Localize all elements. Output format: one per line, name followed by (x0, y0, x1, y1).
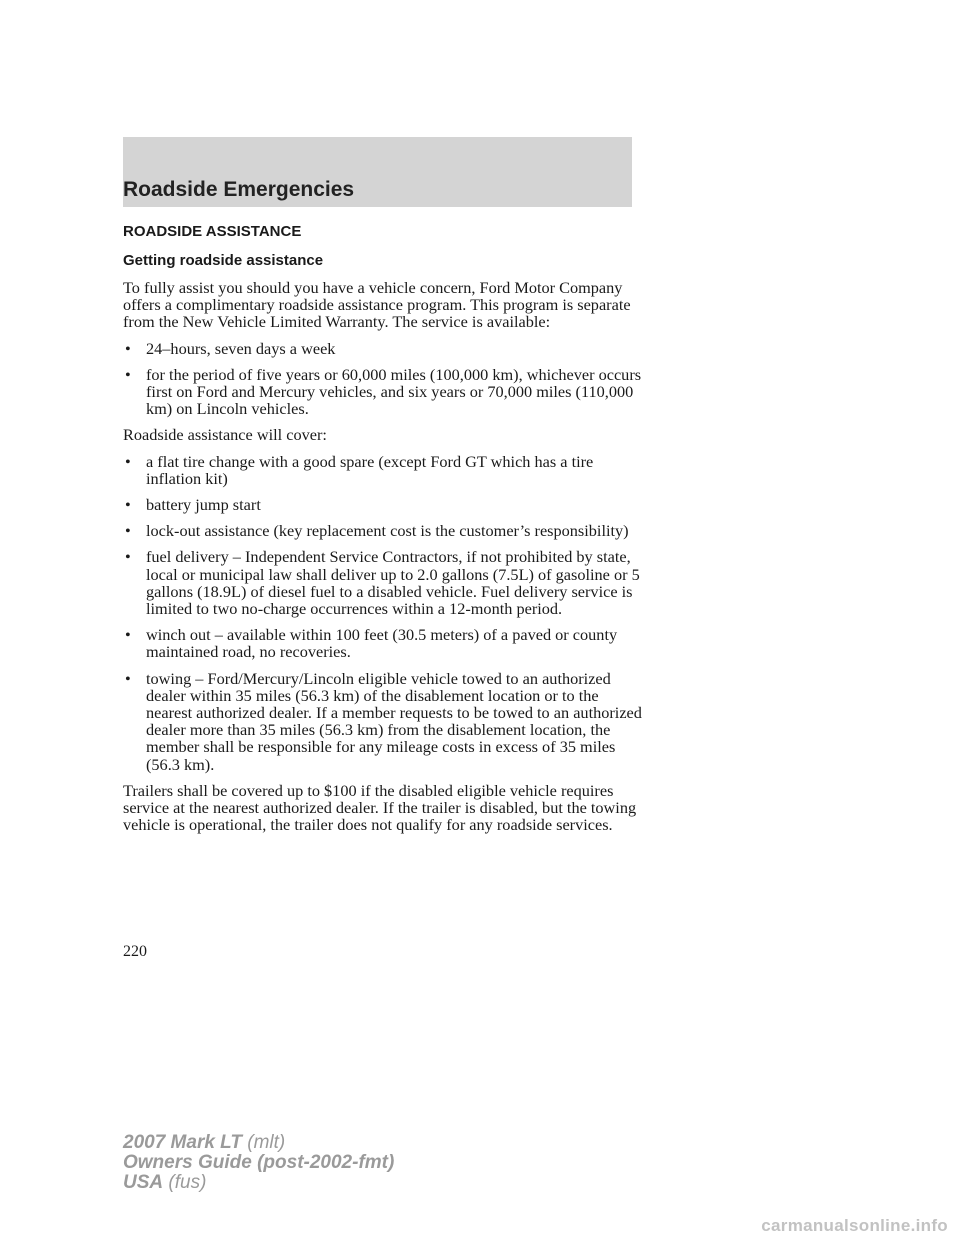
bullet-icon: • (125, 451, 131, 471)
footer-market-line (123, 1173, 394, 1193)
list-item (123, 670, 643, 773)
footer-market-code: (fus) (168, 1172, 207, 1193)
trailers-paragraph: Trailers shall be covered up to $100 if the disabled eligible vehicle requires service at the nearest authorized dealer. If the trailer is disabled, but the towing vehicle is operational, the trailer does not qualify for any roadside services. (123, 780, 637, 835)
list-item (123, 626, 643, 660)
page-content (123, 223, 643, 842)
coverage-intro: Roadside assistance will cover: (123, 425, 327, 445)
list-item-text: for the period of five years or 60,000 miles (100,000 km), whichever occurs first on Ford and Mercury vehicles, and six years or 70,000 miles (110,000 km) on Lincoln vehicles. (146, 364, 642, 419)
bullet-icon: • (125, 521, 131, 541)
list-item (123, 453, 643, 487)
site-watermark: carmanualsonline.info (761, 1216, 948, 1235)
coverage-list (123, 453, 643, 773)
list-item-text: a flat tire change with a good spare (except Ford GT which has a tire inflation kit) (146, 451, 594, 488)
footer-model-line (123, 1133, 394, 1153)
list-item-text: winch out – available within 100 feet (30.5 meters) of a paved or county maintained road, no recoveries. (146, 625, 618, 662)
section-title: Roadside Emergencies (123, 178, 355, 201)
footer-guide: Owners Guide (post-2002-fmt) (123, 1152, 395, 1173)
bullet-icon: • (125, 547, 131, 567)
bullet-icon: • (125, 668, 131, 688)
list-item (123, 496, 643, 513)
list-item (123, 522, 643, 539)
availability-list (123, 340, 643, 418)
list-item-text: 24–hours, seven days a week (146, 338, 336, 358)
list-item-text: lock-out assistance (key replacement cost is the customer’s responsibility) (146, 521, 629, 541)
bullet-icon: • (125, 625, 131, 645)
list-item-text: fuel delivery – Independent Service Contractors, if not prohibited by state, local or municipal law shall deliver up to 2.0 gallons (7.5L) of gasoline or 5 gallons (18.9L) of diesel fuel to a disabled vehicle. Fuel delivery service is limited to two no-charge occurrences within a 12-month period. (146, 547, 640, 619)
list-item (123, 340, 643, 357)
page-number: 220 (123, 943, 147, 960)
bullet-icon: • (125, 364, 131, 384)
bullet-icon: • (125, 495, 131, 515)
list-item-text: battery jump start (146, 495, 261, 515)
main-heading: ROADSIDE ASSISTANCE (123, 223, 302, 240)
footer-model: 2007 Mark LT (123, 1132, 242, 1153)
list-item-text: towing – Ford/Mercury/Lincoln eligible vehicle towed to an authorized dealer within 35 miles (56.3 km) of the disablement location or to the nearest authorized dealer. If a member requests to be towed to an authorized dealer more than 35 miles (56.3 km) from the disablement location, the member shall be responsible for any mileage costs in excess of 35 miles (56.3 km). (146, 668, 642, 774)
footer-model-code: (mlt) (247, 1132, 286, 1153)
list-item (123, 548, 643, 617)
sub-heading: Getting roadside assistance (123, 252, 324, 269)
footer-market: USA (123, 1172, 164, 1193)
bullet-icon: • (125, 338, 131, 358)
list-item (123, 366, 643, 418)
intro-paragraph: To fully assist you should you have a vehicle concern, Ford Motor Company offers a complimentary roadside assistance program. This program is separate from the New Vehicle Limited Warranty. The service is available: (123, 278, 631, 332)
document-footer (123, 1133, 394, 1193)
